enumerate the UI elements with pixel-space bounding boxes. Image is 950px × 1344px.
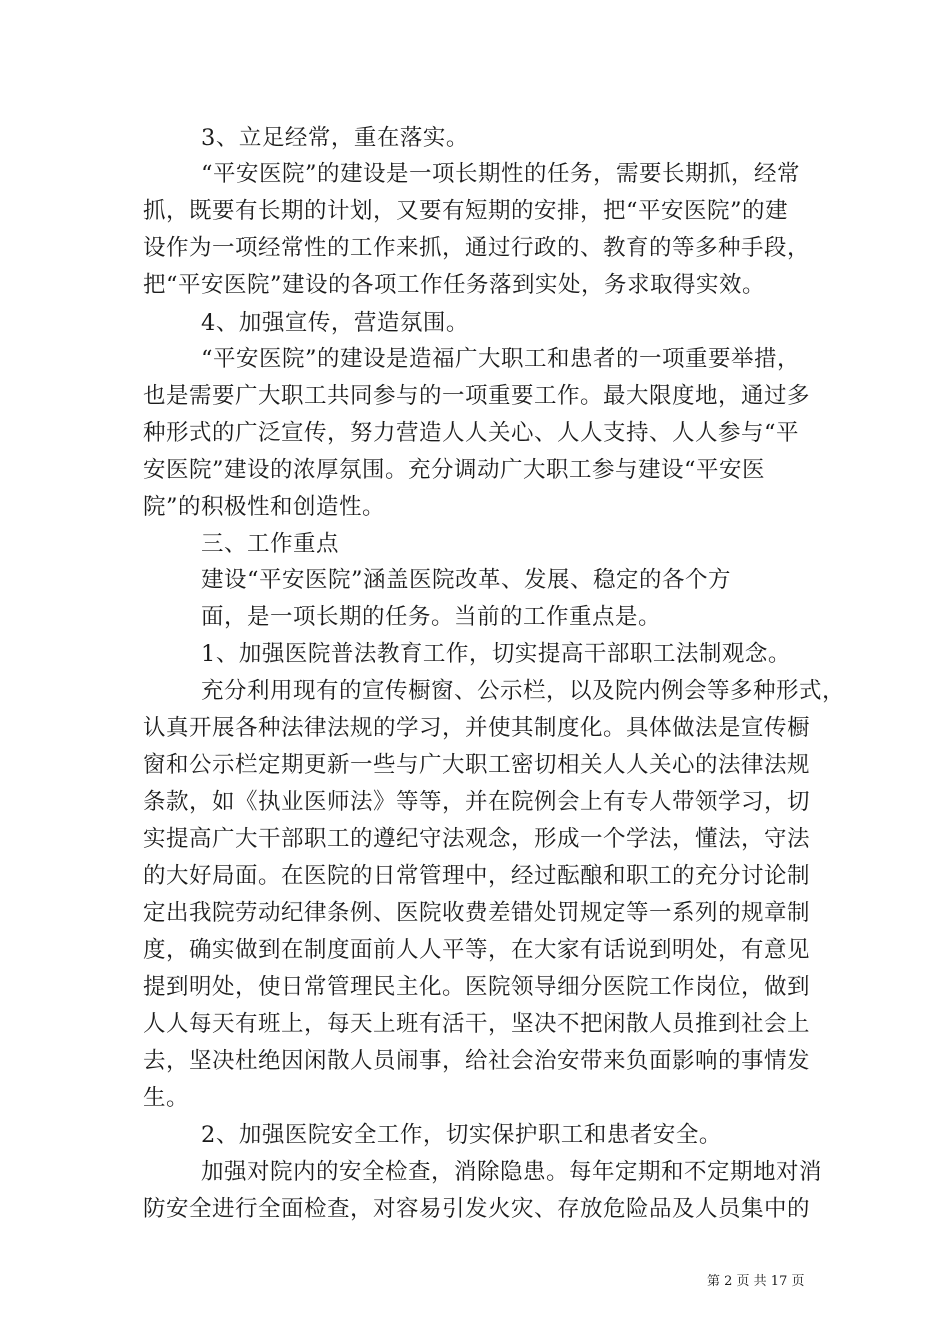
text-line: 4、加强宣传，营造氛围。 <box>201 310 469 336</box>
text-line: 实提高广大干部职工的遵纪守法观念，形成一个学法，懂法，守法 <box>143 826 811 852</box>
text-line: 院”的积极性和创造性。 <box>143 494 386 520</box>
text-line: 窗和公示栏定期更新一些与广大职工密切相关人人关心的法律法规 <box>143 752 811 778</box>
text-line: 生。 <box>143 1085 190 1111</box>
text-line: 3、立足经常，重在落实。 <box>201 125 469 151</box>
text-line: 也是需要广大职工共同参与的一项重要工作。最大限度地，通过多 <box>143 383 811 409</box>
section-heading: 三、工作重点 <box>201 531 340 557</box>
text-line: 建设“平安医院”涵盖医院改革、发展、稳定的各个方 <box>201 567 732 593</box>
text-line: 人人每天有班上，每天上班有活干，坚决不把闲散人员推到社会上 <box>143 1011 811 1037</box>
text-line: 防安全进行全面检查，对容易引发火灾、存放危险品及人员集中的 <box>143 1196 811 1222</box>
text-line: 定出我院劳动纪律条例、医院收费差错处罚规定等一系列的规章制 <box>143 900 811 926</box>
text-line: 种形式的广泛宣传，努力营造人人关心、人人支持、人人参与“平 <box>143 420 800 446</box>
text-line: 把“平安医院”建设的各项工作任务落到实处，务求取得实效。 <box>143 272 766 298</box>
text-line: 加强对院内的安全检查，消除隐患。每年定期和不定期地对消 <box>201 1159 823 1185</box>
text-line: 充分利用现有的宣传橱窗、公示栏，以及院内例会等多种形式， <box>201 678 846 704</box>
text-line: 设作为一项经常性的工作来抓，通过行政的、教育的等多种手段， <box>143 235 811 261</box>
text-line: 提到明处，使日常管理民主化。医院领导细分医院工作岗位，做到 <box>143 974 811 1000</box>
text-line: 条款，如《执业医师法》等等，并在院例会上有专人带领学习，切 <box>143 789 811 815</box>
text-line: 认真开展各种法律法规的学习，并使其制度化。具体做法是宣传橱 <box>143 715 811 741</box>
text-line: 1、加强医院普法教育工作，切实提高干部职工法制观念。 <box>201 641 791 667</box>
text-line: “平安医院”的建设是造福广大职工和患者的一项重要举措， <box>201 346 801 372</box>
text-line: 安医院”建设的浓厚氛围。充分调动广大职工参与建设“平安医 <box>143 457 766 483</box>
text-line: 2、加强医院安全工作，切实保护职工和患者安全。 <box>201 1122 722 1148</box>
text-line: 抓，既要有长期的计划，又要有短期的安排，把“平安医院”的建 <box>143 198 789 224</box>
text-line: “平安医院”的建设是一项长期性的任务，需要长期抓，经常 <box>201 161 801 187</box>
text-line: 度，确实做到在制度面前人人平等，在大家有话说到明处，有意见 <box>143 937 811 963</box>
page-number: 第 2 页 共 17 页 <box>707 1274 805 1289</box>
text-line: 的大好局面。在医院的日常管理中，经过酝酿和职工的充分讨论制 <box>143 863 811 889</box>
text-line: 面，是一项长期的任务。当前的工作重点是。 <box>201 604 662 630</box>
text-line: 去，坚决杜绝因闲散人员闹事，给社会治安带来负面影响的事情发 <box>143 1048 811 1074</box>
